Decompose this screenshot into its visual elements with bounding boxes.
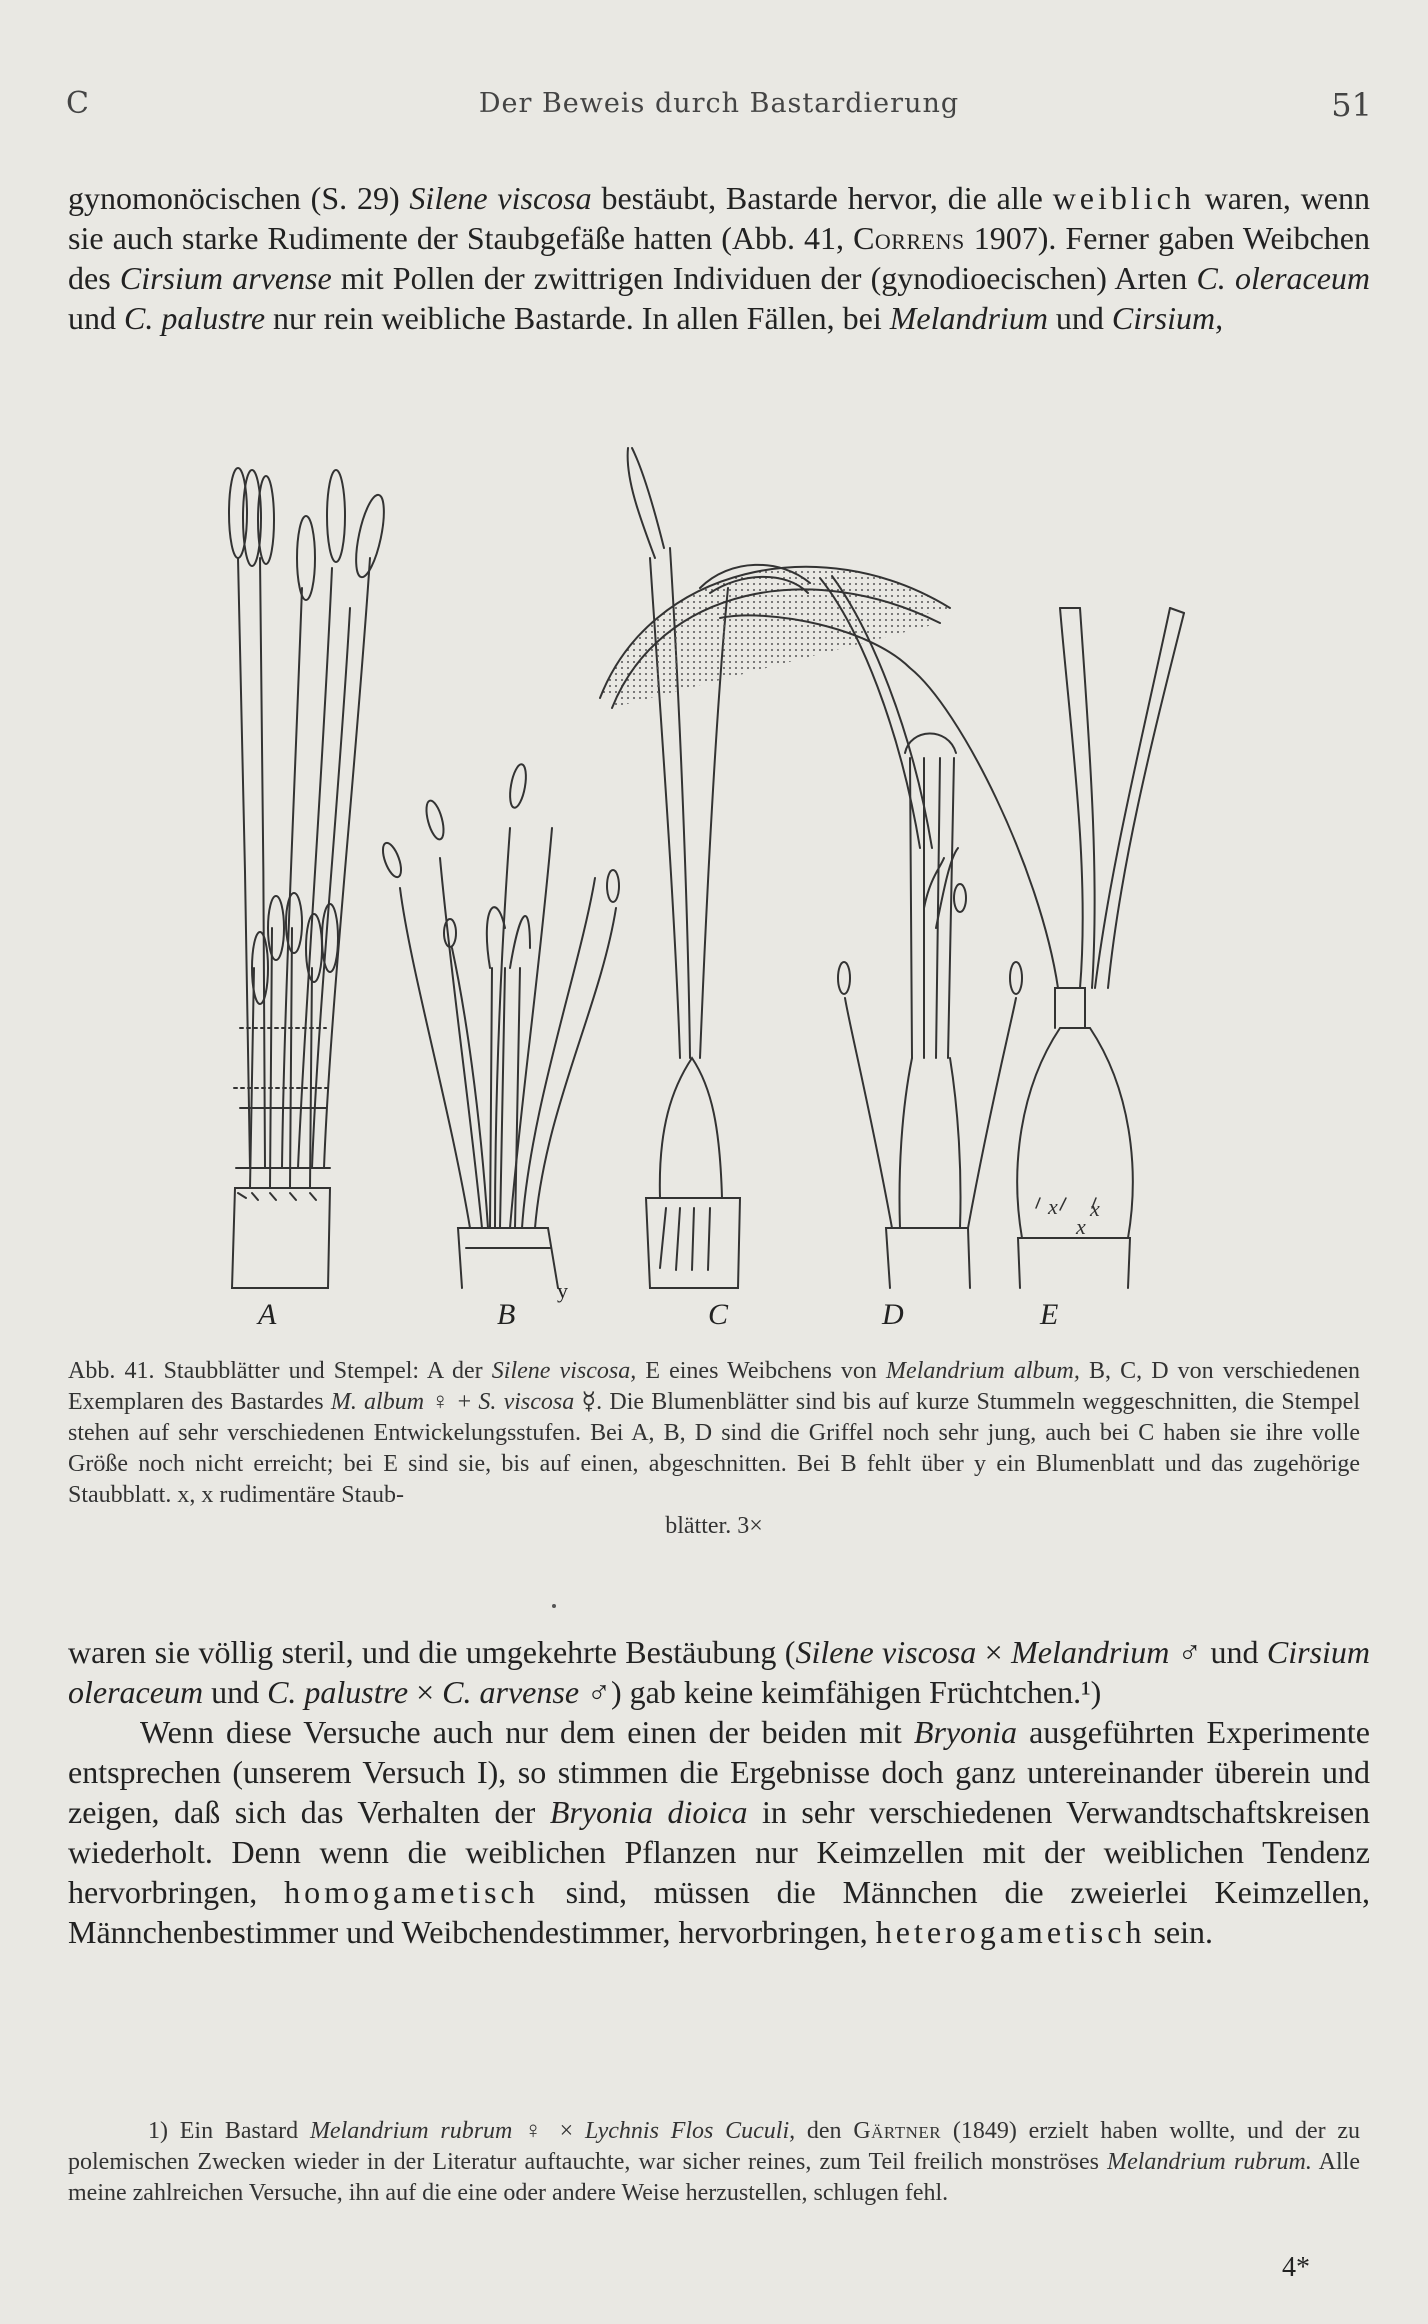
text-run: B, C, D von verschiedenen Exemplaren des Bastardes [68,1358,1361,1415]
footnote [68,2116,1360,2209]
text-run: E eines Weibchens von [636,1358,887,1384]
running-title: Der Beweis durch Bastardierung [478,88,960,119]
species-name: Silene viscosa [409,180,592,216]
text-run: ♀ + [424,1389,479,1415]
text-run: gynomonöcischen (S. 29) [68,180,410,216]
text-run: bestäubt, Bastarde hervor, die alle [591,180,1053,216]
author-name: Correns [853,220,965,256]
text-run: 1907). Ferner gaben Weibchen des [68,220,1371,296]
figure-caption [68,1356,1360,1542]
species-name: Lychnis Flos Cuculi, [584,2118,796,2144]
emphasis-spaced: homogametisch [284,1874,539,1910]
text-run: (1849) erzielt haben wollte, und der zu polemischen Zwecken wieder in der Literatur auftauchte, war sicher reines, zum Teil freilich monströses [68,2118,1361,2175]
paragraph [68,1632,1370,1712]
figure-mark-y: y [557,1278,568,1303]
genus-name: Cirsium, [1111,300,1224,336]
text-run: ♀ × [512,2118,585,2144]
running-header [66,86,1372,136]
species-name: Cirsium arvense [119,260,332,296]
body-paragraph-bottom [68,1632,1370,1952]
text-run: ♂) gab keine keimfähigen Früchtchen.¹) [579,1674,1102,1710]
separator-dot [552,1604,556,1608]
svg-text:x: x [1048,1194,1058,1219]
text-run: × [408,1674,443,1710]
text-run: nur rein weibliche Bastarde. In allen Fällen, bei [265,300,890,336]
page-number: 51 [1331,86,1372,124]
genus-name: Melandrium [1011,1634,1170,1670]
text-run: Abb. 41. Staubblätter und Stempel: A der [68,1358,492,1384]
text-run: Wenn diese Versuche auch nur dem einen der beiden mit [140,1714,914,1750]
figure-label-b: B [497,1298,516,1331]
paragraph [68,178,1370,338]
drawing-c [600,448,950,1288]
species-name: Silene viscosa [795,1634,977,1670]
text-run: Alle meine zahlreichen Versuche, ihn auf die eine oder andere Weise herzustellen, schlugen fehl. [68,2149,1360,2206]
paragraph [68,1712,1370,1952]
signature-mark: 4* [1282,2252,1310,2283]
species-name: C. palustre [267,1674,409,1710]
drawing-b [379,763,619,1288]
species-name: Melandrium rubrum [309,2118,513,2144]
species-name: Bryonia dioica [549,1794,748,1830]
emphasis-spaced: weiblich [1052,180,1195,216]
drawing-e [720,608,1184,1288]
svg-text:x: x [1076,1214,1086,1239]
species-name: Silene viscosa, [491,1358,637,1384]
text-run: ♂ und [1169,1634,1267,1670]
caption-last-line: blätter. 3× [665,1513,763,1539]
species-name: Melandrium album, [886,1358,1080,1384]
drawing-d [838,733,1022,1288]
figure-label-a: A [258,1298,277,1331]
body-paragraph-top [68,178,1370,338]
caption-text [68,1356,1360,1511]
header-mark: C [66,86,89,121]
figure-label-c: C [708,1298,729,1331]
species-name: Melandrium rubrum. [1107,2149,1312,2175]
drawing-a [229,468,389,1288]
text-run: ausgeführten Experimente entsprechen (unserem Versuch I), so stimmen die Ergebnisse doch ganz untereinander überein und zeigen, daß sich das Verhalten der [68,1714,1371,1830]
svg-text:x: x [1090,1196,1100,1221]
text-run: mit Pollen der zwittrigen Individuen der (gynodioecischen) Arten [331,260,1197,296]
text-run: sind, müssen die Männchen die zweierlei Keimzellen, Männchenbestimmer und Weibchendestimmer, hervorbringen, [68,1874,1371,1950]
author-name: Gärtner [853,2118,942,2144]
figure-label-d: D [882,1298,904,1331]
genus-name: Melandrium [889,300,1048,336]
species-name: C. palustre [124,300,266,336]
species-name: M. album [330,1389,425,1415]
text-run: ☿. Die Blumenblätter sind bis auf kurze Stummeln weggeschnitten, die Stempel stehen auf sehr verschiedenen Entwickelungsstufen. Bei A, B, D sind die Griffel noch sehr jung, auch bei C haben sie ihre volle Größe noch nicht erreicht; bei E sind sie, bis auf einen, abgeschnitten. Bei B fehlt über y ein Blumenblatt und das zugehörige Staubblatt. x, x rudimentäre Staub- [68,1389,1361,1508]
species-name: C. arvense [442,1674,580,1710]
species-name: S. viscosa [478,1389,575,1415]
text-run: den [795,2118,854,2144]
text-run: 1) Ein Bastard [148,2118,310,2144]
genus-name: Bryonia [913,1714,1017,1750]
text-run: in sehr verschiedenen Verwandtschaftskreisen wiederholt. Denn wenn die weiblichen Pflanzen nur Keimzellen mit der weiblichen Tendenz hervorbringen, [68,1794,1371,1910]
text-run: × [976,1634,1012,1670]
text-run: waren, wenn sie auch starke Rudimente der Staubgefäße hatten (Abb. 41, [68,180,1371,256]
emphasis-spaced: heterogametisch [875,1914,1146,1950]
text-run: sein. [1145,1914,1213,1950]
text-run: und [68,300,124,336]
text-run: und [203,1674,268,1710]
text-run: waren sie völlig steril, und die umgekehrte Bestäubung ( [68,1634,796,1670]
figure-41-drawing [190,408,1250,1348]
botanical-illustration [190,408,1250,1348]
footnote-text [68,2116,1360,2209]
text-run: und [1047,300,1112,336]
figure-label-e: E [1040,1298,1059,1331]
species-name: Cirsium oleraceum [68,1634,1371,1710]
species-name: C. oleraceum [1196,260,1371,296]
